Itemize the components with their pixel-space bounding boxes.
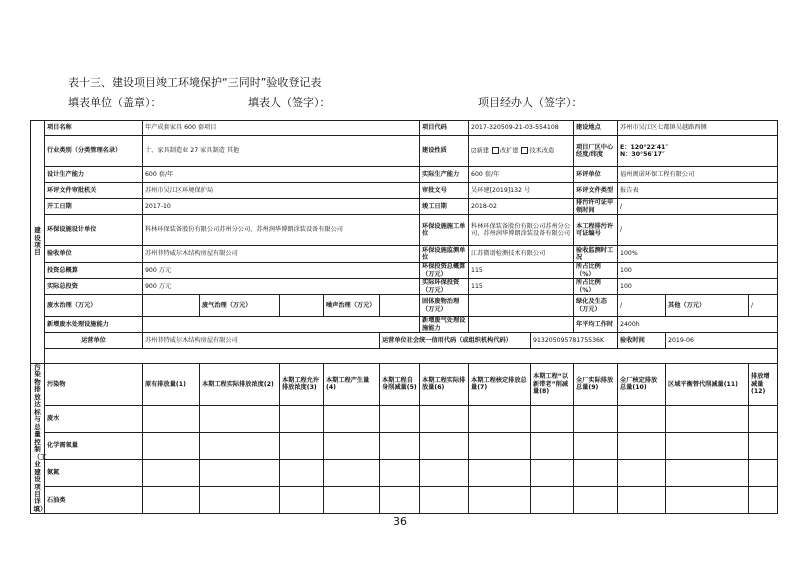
header-col-4: 本期工程产生量(4) (324, 364, 380, 406)
project-name-label: 项目名称 (45, 121, 143, 136)
green-value: / (618, 295, 666, 317)
checked-box-icon: ☑ (471, 147, 477, 155)
build-unit-value: 科林环保装备股份有限公司苏州分公司，苏州润华博朗涂装设备有限公司 (469, 215, 574, 246)
new-water-label: 新增废水处理设施能力 (45, 317, 143, 333)
header-col-12: 排放增减量(12) (749, 364, 778, 406)
industry-value: 十、家具制造业 27 家具制造 其他 (143, 136, 420, 167)
env-invest-label: 环保投资总概算（万元） (420, 263, 469, 279)
section-label-pollution: 污染物排放达标与总量控制（工业建设项目详填） (31, 364, 45, 514)
start-date-label: 开工日期 (45, 199, 143, 215)
header-col-11: 区域平衡替代削减量(11) (666, 364, 749, 406)
solid-treatment-label: 固体废物治理（万元） (420, 295, 469, 317)
ratio1-value: 100 (618, 263, 778, 279)
operator-value: 苏州菲特威尔木结构房屋有限公司 (143, 333, 380, 349)
noise-treatment-value (380, 295, 420, 317)
monitor-unit-label: 环保设施监测单位 (420, 246, 469, 263)
approver-value: 苏州市吴江区环境保护局 (143, 183, 420, 199)
finish-date-label: 竣工日期 (420, 199, 469, 215)
gas-treatment-value (280, 295, 324, 317)
eia-unit-value: 福州闽诺环保工程有限公司 (618, 167, 778, 183)
sign-unit: 填表单位（盖章）： (68, 96, 162, 109)
water-treatment-label: 废水治理（万元） (45, 295, 143, 317)
actual-invest-label: 实际总投资 (45, 279, 143, 295)
pollutant-row (31, 432, 778, 459)
permit-no-label: 本工程排污许可证编号 (574, 215, 618, 246)
capacity-value: 600 套/年 (143, 167, 420, 183)
header-col-3: 本期工程允许排放浓度(3) (280, 364, 324, 406)
header-col-8: 本期工程“以新带老”削减量(8) (531, 364, 574, 406)
new-gas-label: 新增废气处理设施能力 (420, 317, 469, 333)
actual-env-label: 实际环保投资（万元） (420, 279, 469, 295)
invest-value: 900 万元 (143, 263, 420, 279)
credit-code-label: 运营单位社会统一信用代码（或组织机构代码） (380, 333, 531, 349)
other-value: / (749, 295, 778, 317)
acceptance-time-label: 验收时间 (618, 333, 666, 349)
ratio2-label: 所占比例（%） (574, 279, 618, 295)
pollutant-row (31, 459, 778, 486)
acceptance-registration-table (30, 120, 778, 514)
approval-no-value: 吴环建[2019]132 号 (469, 183, 574, 199)
acceptance-time-value: 2019-06 (666, 333, 778, 349)
pollutant-row (31, 487, 778, 514)
eia-type-label: 环评文件类型 (574, 183, 618, 199)
sign-handler: 项目经办人（签字）： (478, 96, 583, 109)
actual-capacity-label: 实际生产能力 (420, 167, 469, 183)
capacity-label: 设计生产能力 (45, 167, 143, 183)
pollutant-name: 石油类 (45, 487, 143, 514)
header-col-6: 本期工程实际排放量(6) (420, 364, 469, 406)
coord-e: E：120°22′41″ (620, 143, 669, 151)
eia-unit-label: 环评单位 (574, 167, 618, 183)
build-unit-label: 环保设施施工单位 (420, 215, 469, 246)
industry-label: 行业类别（分类管理名录） (45, 136, 143, 167)
header-col-5: 本期工程自身削减量(5) (380, 364, 420, 406)
site-value: 苏州市吴江区七都镇吴越路西侧 (618, 121, 778, 136)
new-water-value (143, 317, 420, 333)
project-name-value: 年产成套家具 600 套项目 (143, 121, 420, 136)
condition-value: 100% (618, 246, 778, 263)
other-label: 其他（万元） (666, 295, 749, 317)
actual-env-value: 115 (469, 279, 574, 295)
green-label: 绿化及生态（万元） (574, 295, 618, 317)
hours-value: 2400h (618, 317, 778, 333)
nature-options: ☑新建 改扩建 技术改造 (469, 136, 574, 167)
start-date-value: 2017-10 (143, 199, 420, 215)
pollutant-name: 化学需氧量 (45, 432, 143, 459)
actual-invest-value: 900 万元 (143, 279, 420, 295)
header-pollutant: 污染物 (45, 364, 143, 406)
env-invest-value: 115 (469, 263, 574, 279)
header-col-10: 全厂核定排放总量(10) (618, 364, 666, 406)
acceptance-unit-label: 验收单位 (45, 246, 143, 263)
new-gas-value (469, 317, 574, 333)
spacer-row (45, 349, 778, 364)
approver-label: 环评文件审批机关 (45, 183, 143, 199)
pollutant-row (31, 405, 778, 432)
header-col-2: 本期工程实际排放浓度(2) (200, 364, 280, 406)
unchecked-box-icon (521, 147, 528, 154)
actual-capacity-value: 600 套/年 (469, 167, 574, 183)
eia-type-value: 报告表 (618, 183, 778, 199)
coord-values (618, 136, 778, 167)
project-code-label: 项目代码 (420, 121, 469, 136)
design-unit-value: 科林环保装备股份有限公司苏州分公司，苏州润华博朗涂装设备有限公司 (143, 215, 420, 246)
permit-time-value: / (618, 199, 778, 215)
pollutant-name: 氨氮 (45, 459, 143, 486)
permit-time-label: 排污许可证申领时间 (574, 199, 618, 215)
acceptance-unit-value: 苏州菲特威尔木结构房屋有限公司 (143, 246, 420, 263)
condition-label: 验收监测时工况 (574, 246, 618, 263)
page-number: 36 (393, 515, 407, 528)
nature-label: 建设性质 (420, 136, 469, 167)
header-col-1: 原有排放量(1) (143, 364, 200, 406)
header-col-7: 本期工程核定排放总量(7) (469, 364, 531, 406)
design-unit-label: 环保设施设计单位 (45, 215, 143, 246)
ratio1-label: 所占比例（%） (574, 263, 618, 279)
coord-label: 项目厂区中心经度/纬度 (574, 136, 618, 167)
finish-date-value: 2018-02 (469, 199, 574, 215)
operator-label: 运营单位 (45, 333, 143, 349)
hours-label: 年平均工作时 (574, 317, 618, 333)
credit-code-value: 91320509578175536K (531, 333, 618, 349)
page-title: 表十三、建设项目竣工环境保护“三同时”验收登记表 (68, 76, 322, 89)
section-label-construction: 建设项目 (31, 121, 45, 364)
sign-filler: 填表人（签字）： (248, 96, 331, 109)
gas-treatment-label: 废气治理（万元） (200, 295, 280, 317)
approval-no-label: 审批文号 (420, 183, 469, 199)
permit-no-value: / (618, 215, 778, 246)
site-label: 建设地点 (574, 121, 618, 136)
unchecked-box-icon (492, 147, 499, 154)
solid-treatment-value (469, 295, 574, 317)
coord-n: N：30°56′17″ (620, 151, 665, 158)
invest-label: 投资总概算 (45, 263, 143, 279)
pollutant-name: 废水 (45, 405, 143, 432)
project-code-value: 2017-320509-21-03-554108 (469, 121, 574, 136)
header-col-9: 全厂实际排放总量(9) (574, 364, 618, 406)
ratio2-value: 100 (618, 279, 778, 295)
noise-treatment-label: 噪声治理（万元） (324, 295, 380, 317)
monitor-unit-value: 江苏微谱检测技术有限公司 (469, 246, 574, 263)
water-treatment-value (143, 295, 200, 317)
